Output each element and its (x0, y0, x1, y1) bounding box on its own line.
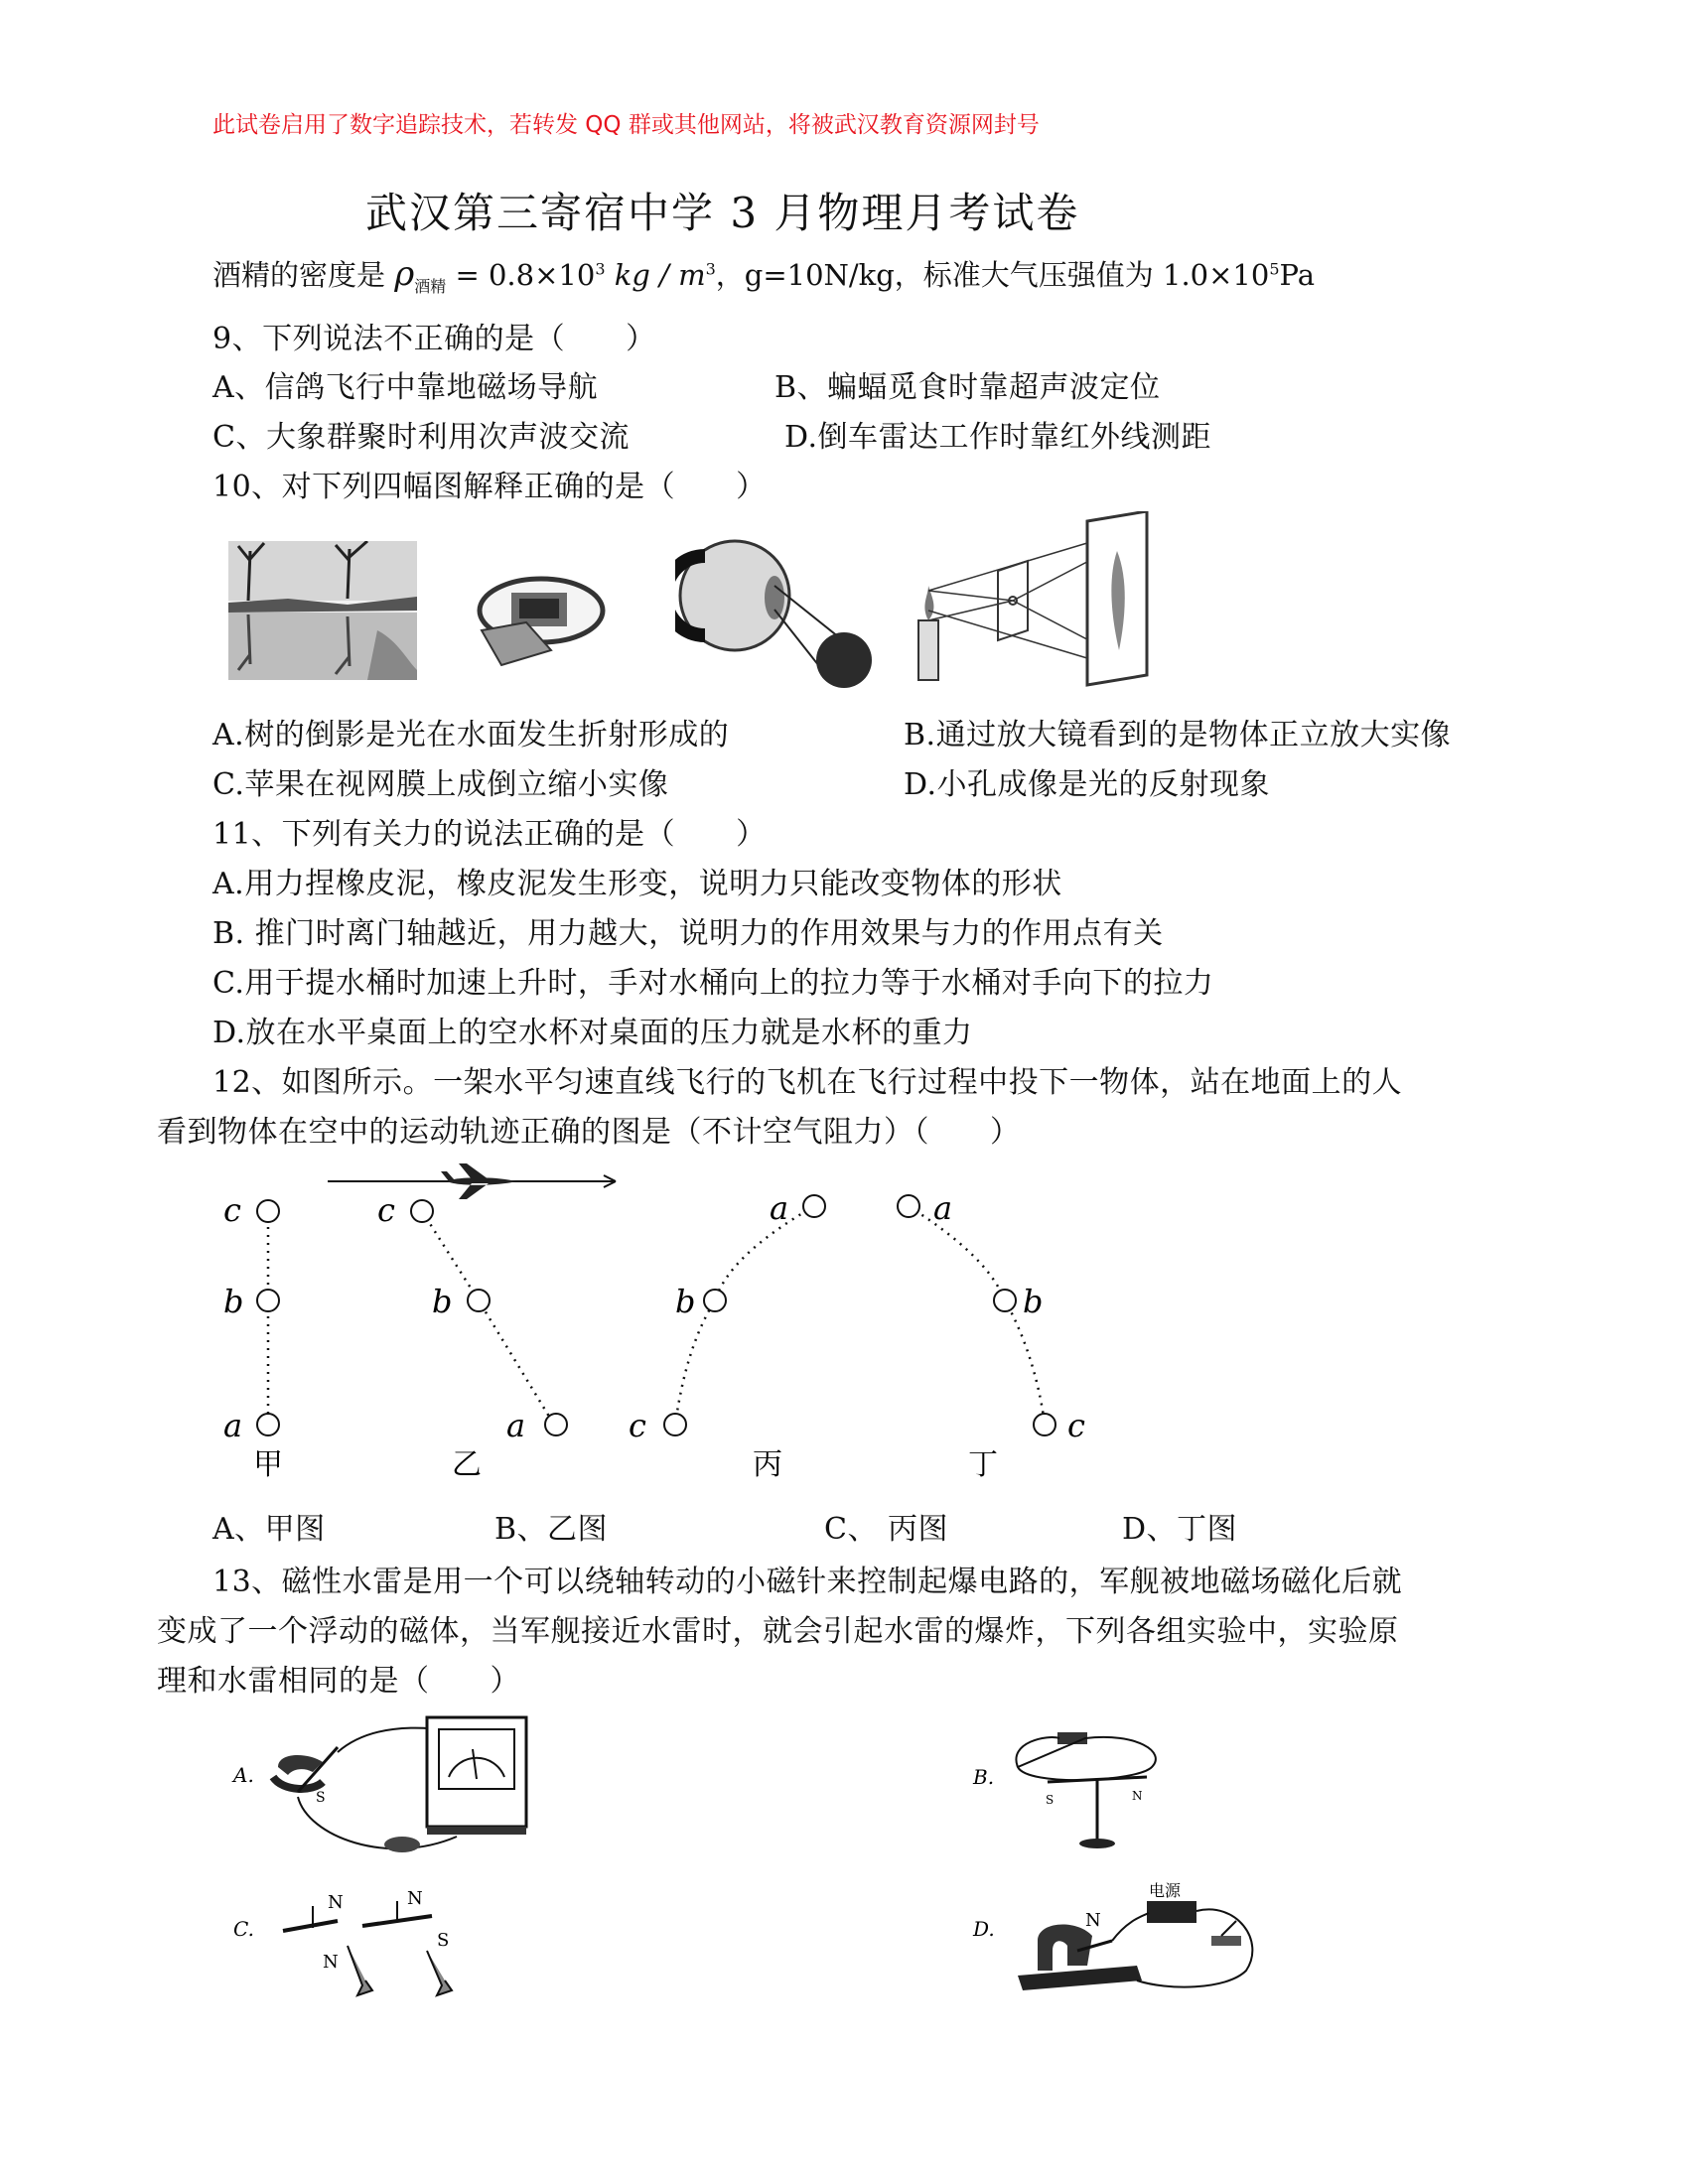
q12-option-c: C、 丙图 (824, 1512, 948, 1547)
fig-name-jia: 甲 (253, 1447, 283, 1482)
q13-fig-b-n: N (1132, 1789, 1143, 1803)
q11-option-b: B. 推门时离门轴越近，用力越大，说明力的作用效果与力的作用点有关 (212, 916, 1164, 951)
q10-stem: 10、对下列四幅图解释正确的是（ ） (212, 470, 767, 504)
q10-option-d: D.小孔成像是光的反射现象 (904, 767, 1271, 802)
q11-option-d: D.放在水平桌面上的空水杯对桌面的压力就是水杯的重力 (212, 1016, 973, 1050)
pa-unit: Pa (1279, 258, 1316, 292)
q13-stem-line3: 理和水雷相同的是（ ） (157, 1664, 520, 1699)
q13-fig-c-s: S (437, 1930, 450, 1951)
q12-option-a: A、甲图 (212, 1512, 326, 1547)
q11-stem: 11、下列有关力的说法正确的是（ ） (212, 817, 767, 852)
copyright-notice: 此试卷启用了数字追踪技术，若转发 QQ 群或其他网站，将被武汉教育资源网封号 (212, 112, 1040, 138)
figure-yi (377, 1191, 567, 1482)
q9-option-d: D.倒车雷达工作时靠红外线测距 (784, 420, 1212, 455)
pa-exponent: 5 (1269, 259, 1280, 279)
bing-label-c: c (629, 1407, 646, 1444)
q13-stem-line1: 13、磁性水雷是用一个可以绕轴转动的小磁针来控制起爆电路的，军舰被地磁场磁化后就 (212, 1565, 1403, 1599)
exam-title: 武汉第三寄宿中学 3 月物理月考试卷 (365, 189, 1080, 237)
fig-name-ding: 丁 (968, 1447, 998, 1482)
q11-option-c: C.用于提水桶时加速上升时，手对水桶向上的拉力等于水桶对手向下的拉力 (212, 966, 1214, 1001)
q12-stem-line2: 看到物体在空中的运动轨迹正确的图是（不计空气阻力）（ ） (157, 1115, 1021, 1150)
constants-line (212, 253, 1315, 297)
jia-label-a: a (223, 1407, 243, 1444)
figure-jia (223, 1191, 283, 1482)
q13-fig-d-n: N (1085, 1910, 1101, 1931)
bing-label-a: a (770, 1189, 789, 1227)
pinhole-figure (899, 511, 1157, 690)
q9-option-b: B、蝙蝠觅食时靠超声波定位 (774, 370, 1161, 405)
q13-figure-d (968, 1881, 1276, 2010)
jia-label-b: b (223, 1283, 244, 1320)
q13-figure-a (228, 1698, 576, 1866)
q9-stem: 9、下列说法不正确的是（ ） (212, 322, 656, 356)
q11-option-a: A.用力捏橡皮泥，橡皮泥发生形变，说明力只能改变物体的形状 (212, 867, 1062, 901)
rho-exponent: 3 (595, 259, 606, 279)
fig-name-bing: 丙 (753, 1447, 782, 1482)
q13-figure-b (968, 1722, 1187, 1861)
figure-bing (629, 1189, 825, 1482)
fig-name-yi: 乙 (452, 1447, 482, 1482)
rho-subscript: 酒精 (414, 276, 447, 296)
q13-figure-c (228, 1886, 496, 2005)
eye-figure (675, 536, 874, 695)
ding-label-a: a (933, 1189, 953, 1227)
magnifier-figure (472, 571, 611, 670)
q10-option-a: A.树的倒影是光在水面发生折射形成的 (212, 718, 730, 752)
q13-fig-b-label: B. (973, 1765, 995, 1789)
q13-fig-d-label: D. (973, 1917, 995, 1941)
q13-fig-a-s: S (316, 1790, 326, 1806)
q10-option-b: B.通过放大镜看到的是物体正立放大实像 (904, 718, 1452, 752)
q13-stem-line2: 变成了一个浮动的磁体，当军舰接近水雷时，就会引起水雷的爆炸，下列各组实验中，实验原 (157, 1614, 1399, 1649)
tree-reflection-figure (228, 541, 417, 680)
yi-label-a: a (506, 1407, 526, 1444)
rho-symbol: ρ (394, 254, 415, 294)
trajectory-figure (199, 1152, 1132, 1489)
jia-label-c: c (223, 1191, 241, 1229)
q13-fig-b-s: S (1046, 1793, 1055, 1807)
q13-fig-c-n2: N (323, 1952, 339, 1973)
q10-option-c: C.苹果在视网膜上成倒立缩小实像 (212, 767, 669, 802)
q12-stem-line1: 12、如图所示。一架水平匀速直线飞行的飞机在飞行过程中投下一物体，站在地面上的人 (212, 1065, 1403, 1100)
q13-fig-c-label: C. (233, 1917, 254, 1941)
airplane-icon (441, 1163, 516, 1199)
rho-unit: kg / m (614, 258, 706, 292)
constants-rest: ，g=10N/kg，标准大气压强值为 1.0×10 (715, 258, 1270, 292)
q13-fig-c-n1: N (328, 1892, 344, 1913)
yi-label-b: b (432, 1283, 453, 1320)
q9-option-a: A、信鸽飞行中靠地磁场导航 (212, 370, 599, 405)
ding-label-b: b (1023, 1283, 1044, 1320)
rho-unit-exponent: 3 (705, 259, 716, 279)
q12-option-b: B、乙图 (494, 1512, 609, 1547)
q12-option-d: D、丁图 (1122, 1512, 1238, 1547)
figure-ding (898, 1189, 1085, 1482)
yi-label-c: c (377, 1191, 395, 1229)
q9-option-c: C、大象群聚时利用次声波交流 (212, 420, 630, 455)
bing-label-b: b (675, 1283, 696, 1320)
q13-fig-d-power-label: 电源 (1149, 1881, 1182, 1900)
q13-fig-a-label: A. (233, 1763, 254, 1787)
ding-label-c: c (1067, 1407, 1085, 1444)
q13-fig-c-n3: N (407, 1888, 423, 1909)
alcohol-density-label: 酒精的密度是 (212, 258, 386, 292)
rho-value: = 0.8×10 (446, 258, 596, 292)
